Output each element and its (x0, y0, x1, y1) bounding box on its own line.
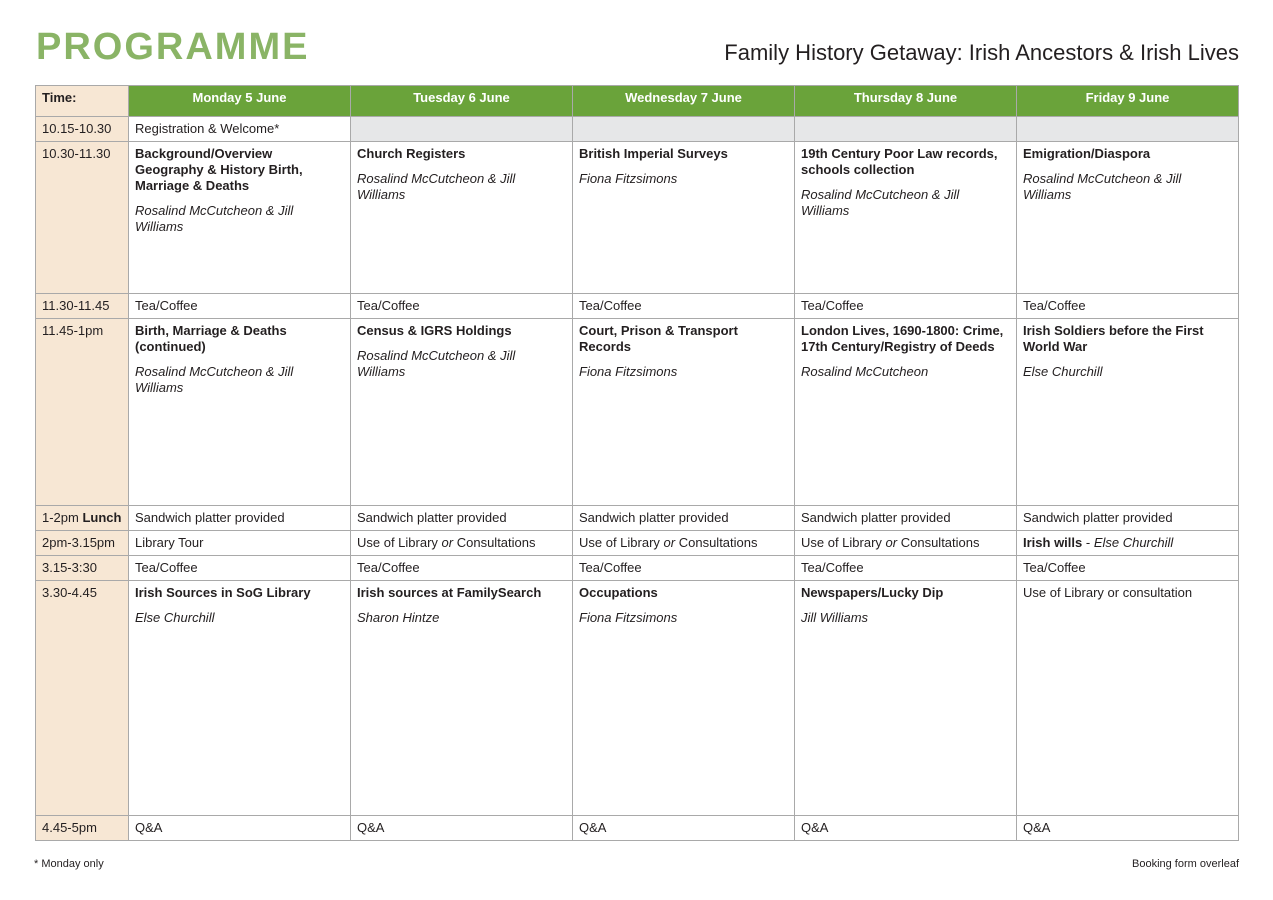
session-cell-wednesday (573, 117, 795, 142)
session-cell-tuesday (351, 531, 573, 556)
session-title: Occupations (579, 585, 658, 600)
separator: - (1082, 535, 1094, 550)
session-cell-wednesday (573, 531, 795, 556)
session-cell-tuesday (351, 117, 573, 142)
event-title: Family History Getaway: Irish Ancestors & Irish Lives (724, 40, 1239, 65)
session-cell-tuesday (351, 581, 573, 816)
session-cell-monday (129, 531, 351, 556)
time-text: 1-2pm (42, 510, 79, 525)
session-cell-friday (1017, 581, 1239, 816)
cell-text: Tea/Coffee (135, 298, 198, 313)
cell-text: Library Tour (135, 535, 204, 550)
session-cell-tuesday (351, 506, 573, 531)
session-cell-thursday (795, 294, 1017, 319)
table-row (36, 294, 1239, 319)
cell-text: Q&A (357, 820, 385, 835)
session-cell-thursday (795, 117, 1017, 142)
session-title: 19th Century Poor Law records, schools collection (801, 146, 998, 177)
session-cell-thursday (795, 531, 1017, 556)
cell-text: Q&A (579, 820, 607, 835)
day-header-thursday: Thursday 8 June (795, 86, 1017, 117)
header-row (36, 86, 1239, 117)
cell-text: Tea/Coffee (579, 560, 642, 575)
time-text: 3.15-3:30 (42, 560, 97, 575)
booking-note: Booking form overleaf (1132, 858, 1239, 870)
session-title: Emigration/Diaspora (1023, 146, 1151, 161)
cell-text: Use of Library (579, 535, 664, 550)
session-cell-monday (129, 556, 351, 581)
cell-emphasis: or (885, 535, 898, 550)
cell-text: Tea/Coffee (135, 560, 198, 575)
time-cell (36, 142, 129, 294)
cell-text: Consultations (453, 535, 536, 550)
session-cell-wednesday (573, 816, 795, 841)
session-cell-friday (1017, 556, 1239, 581)
session-title: Birth, Marriage & Deaths (continued) (135, 323, 287, 354)
session-cell-monday (129, 294, 351, 319)
session-speaker: Else Churchill (135, 610, 215, 625)
footnote-text: Monday only (41, 858, 104, 870)
session-cell-monday (129, 117, 351, 142)
programme-table (35, 85, 1239, 841)
time-cell (36, 581, 129, 816)
session-cell-monday (129, 506, 351, 531)
session-cell-friday (1017, 319, 1239, 506)
table-row (36, 319, 1239, 506)
session-cell-monday (129, 816, 351, 841)
table-row (36, 531, 1239, 556)
session-cell-thursday (795, 816, 1017, 841)
time-column-header: Time: (36, 86, 129, 117)
session-speaker: Sharon Hintze (357, 610, 440, 625)
session-title: Irish wills (1023, 535, 1083, 550)
time-text: 11.30-11.45 (42, 298, 110, 313)
time-text: 10.30-11.30 (42, 146, 111, 161)
cell-text: Tea/Coffee (801, 298, 864, 313)
cell-text: Use of Library or consultation (1023, 585, 1193, 600)
session-cell-thursday (795, 319, 1017, 506)
cell-text: Sandwich platter provided (579, 510, 729, 525)
session-speaker: Fiona Fitzsimons (579, 610, 678, 625)
session-cell-tuesday (351, 816, 573, 841)
day-header-monday: Monday 5 June (129, 86, 351, 117)
table-row (36, 556, 1239, 581)
session-cell-tuesday (351, 319, 573, 506)
session-speaker: Else Churchill (1093, 535, 1174, 550)
session-title: Irish sources at FamilySearch (357, 585, 542, 600)
session-speaker: Else Churchill (1023, 364, 1103, 379)
cell-emphasis: or (441, 535, 454, 550)
session-speaker: Rosalind McCutcheon & Jill Williams (135, 364, 294, 395)
session-cell-thursday (795, 142, 1017, 294)
time-cell (36, 531, 129, 556)
page-title: PROGRAMME (36, 26, 310, 68)
cell-text: Sandwich platter provided (801, 510, 951, 525)
cell-text: Tea/Coffee (357, 298, 420, 313)
session-title: Background/Overview Geography & History Birth, Marriage & Deaths (135, 146, 303, 193)
time-text: 4.45-5pm (42, 820, 97, 835)
session-title: Church Registers (357, 146, 466, 161)
session-speaker: Rosalind McCutcheon & Jill Williams (801, 187, 960, 218)
session-cell-tuesday (351, 142, 573, 294)
table-row (36, 816, 1239, 841)
session-cell-friday (1017, 506, 1239, 531)
cell-text: Use of Library (357, 535, 442, 550)
session-cell-thursday (795, 506, 1017, 531)
time-text: 2pm-3.15pm (42, 535, 115, 550)
time-label: Lunch (82, 510, 122, 525)
cell-text: Tea/Coffee (579, 298, 642, 313)
table-row (36, 581, 1239, 816)
cell-emphasis: or (663, 535, 676, 550)
session-speaker: Jill Williams (801, 610, 869, 625)
day-header-wednesday: Wednesday 7 June (573, 86, 795, 117)
cell-text: Q&A (1023, 820, 1051, 835)
session-speaker: Rosalind McCutcheon (801, 364, 929, 379)
session-title: British Imperial Surveys (579, 146, 728, 161)
cell-text: Use of Library (801, 535, 886, 550)
time-text: 10.15-10.30 (42, 121, 112, 136)
cell-text: Q&A (801, 820, 829, 835)
session-speaker: Rosalind McCutcheon & Jill Williams (135, 203, 294, 234)
cell-text: Sandwich platter provided (1023, 510, 1173, 525)
session-cell-thursday (795, 581, 1017, 816)
session-title: Irish Sources in SoG Library (135, 585, 311, 600)
table-row (36, 117, 1239, 142)
session-cell-friday (1017, 816, 1239, 841)
session-cell-monday (129, 142, 351, 294)
day-header-tuesday: Tuesday 6 June (351, 86, 573, 117)
session-speaker: Rosalind McCutcheon & Jill Williams (357, 171, 516, 202)
cell-text: Tea/Coffee (1023, 560, 1086, 575)
cell-text: Sandwich platter provided (357, 510, 507, 525)
cell-text: Q&A (135, 820, 163, 835)
session-title: Newspapers/Lucky Dip (801, 585, 944, 600)
session-cell-thursday (795, 556, 1017, 581)
time-cell (36, 506, 129, 531)
table-row (36, 506, 1239, 531)
cell-text: Tea/Coffee (1023, 298, 1086, 313)
session-cell-wednesday (573, 556, 795, 581)
session-cell-friday (1017, 142, 1239, 294)
session-cell-friday (1017, 294, 1239, 319)
time-cell (36, 294, 129, 319)
session-cell-wednesday (573, 581, 795, 816)
asterisk-mark: * (34, 858, 39, 870)
time-text: 11.45-1pm (42, 323, 104, 338)
session-speaker: Fiona Fitzsimons (579, 364, 678, 379)
time-cell (36, 319, 129, 506)
time-text: 3.30-4.45 (42, 585, 97, 600)
session-title: Census & IGRS Holdings (357, 323, 512, 338)
day-header-friday: Friday 9 June (1017, 86, 1239, 117)
session-cell-wednesday (573, 294, 795, 319)
session-cell-wednesday (573, 142, 795, 294)
session-cell-tuesday (351, 294, 573, 319)
time-cell (36, 556, 129, 581)
table-row (36, 142, 1239, 294)
session-cell-monday (129, 581, 351, 816)
session-cell-friday (1017, 531, 1239, 556)
cell-text: Sandwich platter provided (135, 510, 285, 525)
cell-text: Consultations (675, 535, 758, 550)
session-title: London Lives, 1690-1800: Crime, 17th Century/Registry of Deeds (801, 323, 1004, 354)
cell-text: Tea/Coffee (801, 560, 864, 575)
cell-text: Consultations (897, 535, 980, 550)
session-title: Court, Prison & Transport Records (579, 323, 738, 354)
time-cell (36, 816, 129, 841)
session-speaker: Rosalind McCutcheon & Jill Williams (357, 348, 516, 379)
session-cell-tuesday (351, 556, 573, 581)
session-speaker: Rosalind McCutcheon & Jill Williams (1023, 171, 1182, 202)
session-cell-friday (1017, 117, 1239, 142)
session-cell-monday (129, 319, 351, 506)
cell-text: Registration & Welcome* (135, 121, 280, 136)
footnote (34, 858, 104, 870)
session-cell-wednesday (573, 319, 795, 506)
cell-text: Tea/Coffee (357, 560, 420, 575)
session-cell-wednesday (573, 506, 795, 531)
session-speaker: Fiona Fitzsimons (579, 171, 678, 186)
session-title: Irish Soldiers before the First World War (1023, 323, 1204, 354)
time-cell (36, 117, 129, 142)
